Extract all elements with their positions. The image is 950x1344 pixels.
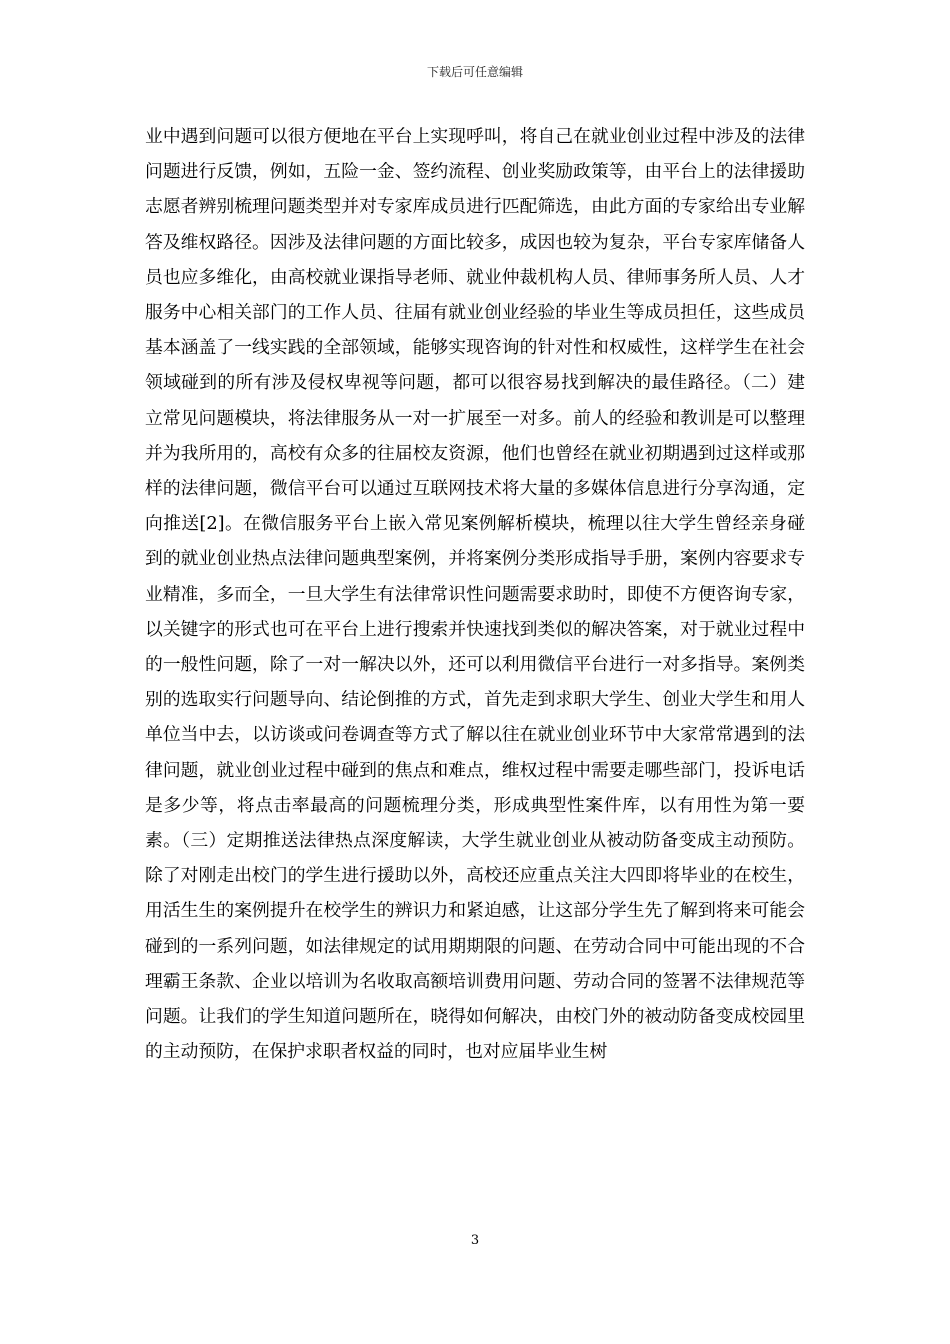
body-paragraph: 业中遇到问题可以很方便地在平台上实现呼叫，将自己在就业创业过程中涉及的法律问题进行反馈，例如，五险一金、签约流程、创业奖励政策等，由平台上的法律援助志愿者辨别梳理问题类型并对专家库成员进行匹配筛选，由此方面的专家给出专业解答及维权路径。因涉及法律问题的方面比较多，成因也较为复杂，平台专家库储备人员也应多维化，由高校就业课指导老师、就业仲裁机构人员、律师事务所人员、人才服务中心相关部门的工作人员、往届有就业创业经验的毕业生等成员担任，这些成员基本涵盖了一线实践的全部领域，能够实现咨询的针对性和权威性，这样学生在社会领域碰到的所有涉及侵权卑视等问题，都可以很容易找到解决的最佳路径。（二）建立常见问题模块，将法律服务从一对一扩展至一对多。前人的经验和教训是可以整理并为我所用的，高校有众多的往届校友资源，他们也曾经在就业初期遇到过这样或那样的法律问题，微信平台可以通过互联网技术将大量的多媒体信息进行分享沟通，定向推送[2]。在微信服务平台上嵌入常见案例解析模块，梳理以往大学生曾经亲身碰到的就业创业热点法律问题典型案例，并将案例分类形成指导手册，案例内容要求专业精准，多而全，一旦大学生有法律常识性问题需要求助时，即使不方便咨询专家，以关键字的形式也可在平台上进行搜索并快速找到类似的解决答案，对于就业过程中的一般性问题，除了一对一解决以外，还可以利用微信平台进行一对多指导。案例类别的选取实行问题导向、结论倒推的方式，首先走到求职大学生、创业大学生和用人单位当中去，以访谈或问卷调查等方式了解以往在就业创业环节中大家常常遇到的法律问题，就业创业过程中碰到的焦点和难点，维权过程中需要走哪些部门，投诉电话是多少等，将点击率最高的问题梳理分类，形成典型性案件库，以有用性为第一要素。（三）定期推送法律热点深度解读，大学生就业创业从被动防备变成主动预防。除了对刚走出校门的学生进行援助以外，高校还应重点关注大四即将毕业的在校生，用活生生的案例提升在校学生的辨识力和紧迫感，让这部分学生先了解到将来可能会碰到的一系列问题，如法律规定的试用期期限的问题、在劳动合同中可能出现的不合理霸王条款、企业以培训为名收取高额培训费用问题、劳动合同的签署不法律规范等问题。让我们的学生知道问题所在，晓得如何解决，由校门外的被动防备变成校园里的主动预防，在保护求职者权益的同时，也对应届毕业生树 [145,126,805,1063]
page-header: 下载后可任意编辑 [426,65,523,79]
page-number: 3 [470,1233,480,1248]
